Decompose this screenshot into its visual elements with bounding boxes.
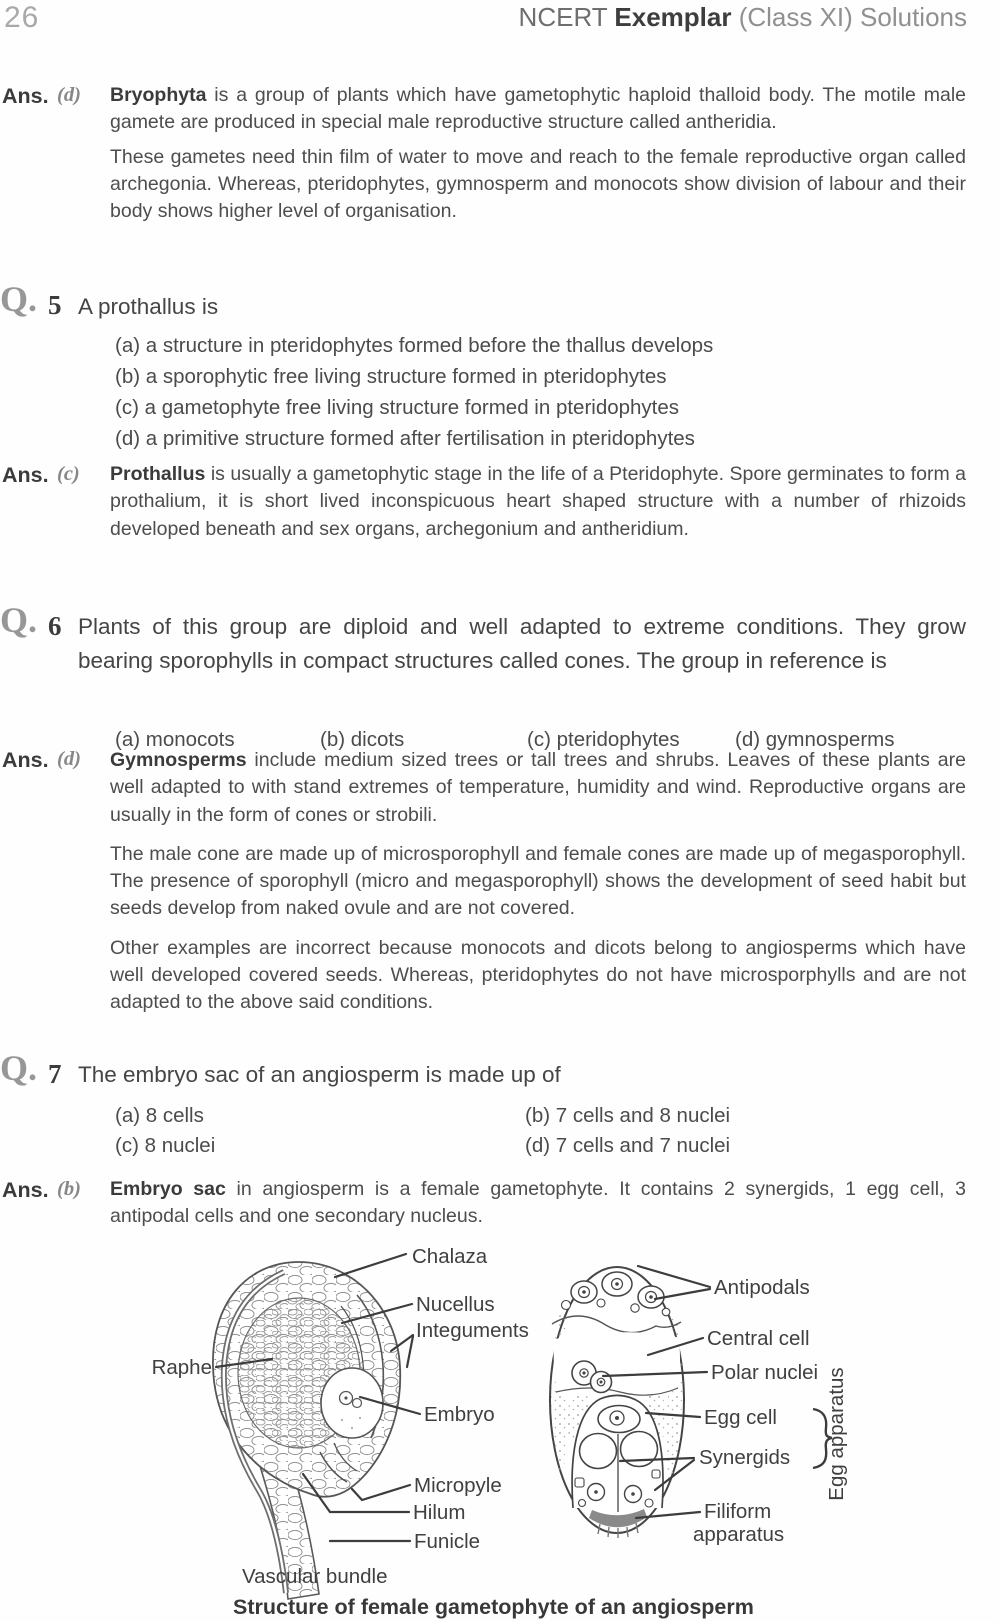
figure-caption: Structure of female gametophyte of an angiosperm (233, 1595, 754, 1619)
answer-label: Ans. (2, 463, 49, 487)
antipodal-nucleus (582, 1290, 586, 1294)
egg-cell-nucleolus (615, 1416, 619, 1420)
label-nucellus: Nucellus (416, 1293, 495, 1316)
answer-prothallus-text (110, 461, 966, 543)
basal-nucleus (594, 1490, 598, 1494)
polar-nucleolus (600, 1381, 603, 1384)
label-antipodals: Antipodals (714, 1276, 810, 1299)
embryo-cell (353, 1399, 362, 1408)
option-c: (c) 8 nuclei (115, 1134, 216, 1157)
page-header (519, 2, 967, 33)
answer-option-letter: (d) (57, 748, 81, 770)
stipple-dot (359, 1417, 361, 1419)
option-b: (b) 7 cells and 8 nuclei (525, 1104, 731, 1127)
option-a: (a) a structure in pteridophytes formed before the thallus develops (115, 334, 714, 357)
basal-nucleus (631, 1492, 635, 1496)
option-c: (c) pteridophytes (527, 728, 680, 751)
option-b: (b) dicots (320, 728, 405, 751)
answer-text: Other examples are incorrect because monocots and dicots belong to angiosperms which have well developed covered seeds. Whereas, pteridophytes do not have microsporphylls and are not adapted to the above said conditions. (110, 936, 966, 1014)
page-number: 26 (4, 1, 40, 34)
paragraph (110, 82, 966, 137)
paragraph (110, 747, 966, 829)
answer-text: The male cone are made up of microsporophyll and female cones are made up of megasporophyll. The presence of sporophyll (micro and megasporophyll) shows the development of seed habit but seeds develop from naked ovule and are not covered. (110, 842, 966, 920)
question-title: Plants of this group are diploid and well adapted to extreme conditions. They grow bearing sporophylls in compact structures called cones. The group in reference is (78, 614, 966, 673)
answer-keyword: Bryophyta (110, 84, 207, 106)
label-synergids: Synergids (699, 1446, 791, 1469)
answer-bryophyta-text (110, 82, 966, 225)
synergid-cell (580, 1434, 617, 1469)
label-micropyle: Micropyle (414, 1474, 502, 1497)
paragraph (110, 144, 966, 226)
answer-option-letter: (c) (57, 463, 80, 485)
answer-text: in angiosperm is a female gametophyte. It contains 2 synergids, 1 egg cell, 3 antipodal cells and one secondary nucleus. (110, 1178, 966, 1228)
label-chalaza: Chalaza (412, 1245, 488, 1268)
label-egg-cell: Egg cell (704, 1406, 777, 1429)
question-number: 7 (48, 1059, 62, 1089)
option-d: (d) gymnosperms (735, 728, 895, 751)
answer-keyword: Prothallus (110, 463, 206, 485)
question-title: The embryo sac of an angiosperm is made up of (78, 1062, 561, 1087)
option-c: (c) a gametophyte free living structure formed in pteridophytes (115, 396, 680, 419)
answer-text: These gametes need thin film of water to move and reach to the female reproductive organ called archegonia. Whereas, pteridophytes, gymnosperm and monocots show division of labour and their body shows higher level of organisation. (110, 145, 966, 223)
label-funicle: Funicle (414, 1530, 481, 1553)
female-gametophyte-figure (0, 1192, 999, 1621)
option-a: (a) 8 cells (115, 1104, 204, 1127)
question-mark-glyph: Q. (0, 1048, 38, 1088)
paragraph (110, 935, 966, 1017)
option-a: (a) monocots (115, 728, 235, 751)
answer-text: is usually a gametophytic stage in the life of a Pteridophyte. Spore germinates to form a prothalium, it is short lived inconspicuous heart shaped structure with a number of rhizoids developed beneath and sex organs, archegonium and antheridium. (110, 463, 966, 540)
answer-keyword: Gymnosperms (110, 749, 247, 771)
label-polar-nuclei: Polar nuclei (711, 1361, 819, 1384)
label-integuments: Integuments (416, 1319, 529, 1342)
central-cell-region (554, 1332, 680, 1397)
antipodal-nucleus (649, 1295, 653, 1299)
header-class-solutions: (Class XI) Solutions (731, 2, 967, 32)
label-central-cell: Central cell (707, 1327, 810, 1350)
label-embryo: Embryo (424, 1403, 495, 1426)
label-filiform-apparatus: apparatus (693, 1523, 785, 1546)
label-egg-apparatus: Egg apparatus (825, 1367, 848, 1501)
question-number: 5 (48, 290, 62, 320)
answer-label: Ans. (2, 84, 49, 108)
ovule-drawing (152, 1245, 529, 1599)
question-mark-glyph: Q. (0, 600, 38, 640)
answer-label: Ans. (2, 748, 49, 772)
header-ncert: NCERT (518, 2, 615, 32)
answer-label: Ans. (2, 1178, 49, 1202)
label-filiform: Filiform (704, 1500, 772, 1523)
polar-nucleolus (582, 1371, 585, 1374)
stipple-dot (341, 1419, 343, 1421)
question-title: A prothallus is (78, 294, 219, 319)
label-hilum: Hilum (413, 1501, 466, 1524)
option-d: (d) 7 cells and 7 nuclei (525, 1134, 731, 1157)
option-b: (b) a sporophytic free living structure formed in pteridophytes (115, 365, 667, 388)
answer-option-letter: (d) (57, 84, 81, 106)
label-vascular-bundle: Vascular bundle (242, 1565, 388, 1588)
embryo-nucleus (344, 1396, 347, 1399)
label-raphe: Raphe (151, 1356, 212, 1379)
answer-text: include medium sized trees or tall trees and shrubs. Leaves of these plants are well adapted to with stand extremes of temperature, humidity and wind. Reproductive organs are usually in the form of cones or strobili. (110, 749, 966, 826)
header-exemplar: Exemplar (614, 2, 732, 32)
question-mark-glyph: Q. (0, 279, 38, 319)
paragraph (110, 461, 966, 543)
embryo-sac-drawing (550, 1266, 848, 1546)
option-d: (d) a primitive structure formed after fertilisation in pteridophytes (115, 427, 695, 450)
answer-gymnosperms-text (110, 747, 966, 1017)
paragraph (110, 841, 966, 923)
answer-option-letter: (b) (57, 1178, 81, 1200)
answer-text: is a group of plants which have gametophytic haploid thalloid body. The motile male gamete are produced in special male reproductive structure called antheridia. (110, 84, 966, 134)
question-number: 6 (48, 611, 62, 641)
stipple-dot (351, 1427, 353, 1429)
answer-keyword: Embryo sac (110, 1178, 226, 1200)
antipodal-nucleus (615, 1282, 619, 1286)
